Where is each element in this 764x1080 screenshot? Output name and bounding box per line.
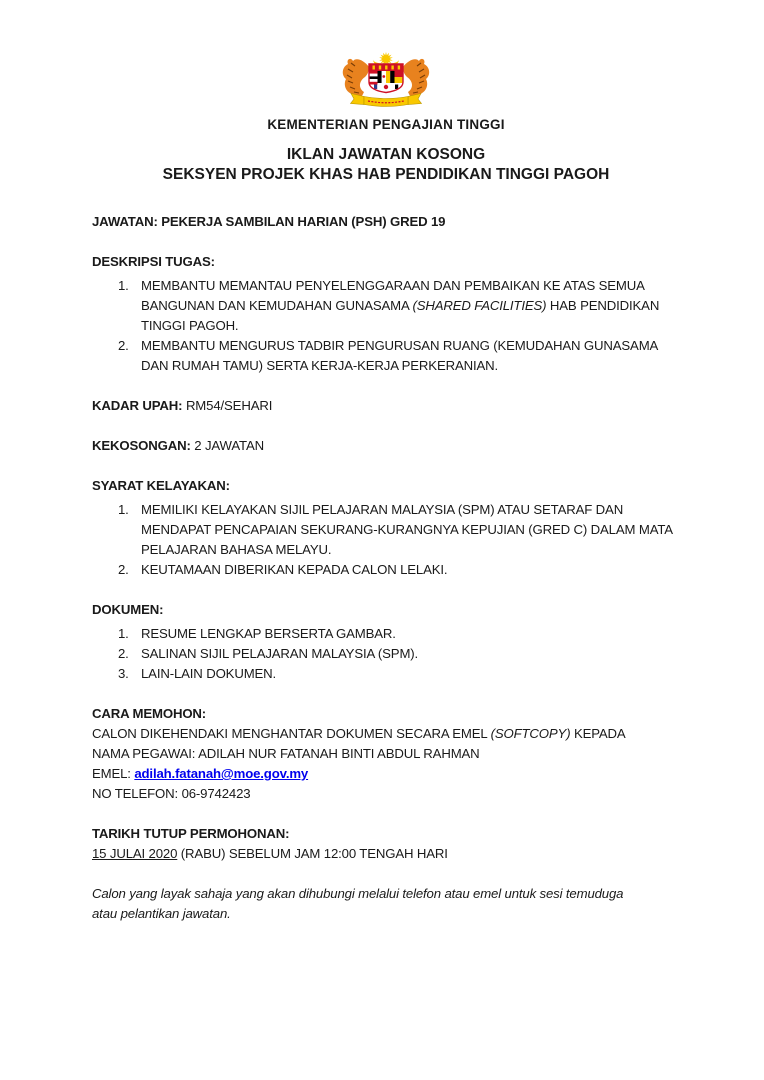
deskripsi-item2-line2: DAN RUMAH TAMU) SERTA KERJA-KERJA PERKERANIAN.	[141, 358, 499, 373]
cara-memohon-heading: CARA MEMOHON:	[92, 706, 207, 721]
list-item	[92, 336, 680, 376]
list-item-number: 2.	[118, 338, 129, 353]
deskripsi-item2-line1: MEMBANTU MENGURUS TADBIR PENGURUSAN RUANG (KEMUDAHAN GUNASAMA	[141, 338, 659, 353]
syarat-item1-line2: MENDAPAT PENCAPAIAN SEKURANG-KURANGNYA KEPUJIAN (GRED C) DALAM MATA	[141, 522, 673, 537]
italic-phrase-softcopy: (SOFTCOPY)	[490, 726, 571, 741]
list-item-number: 3.	[118, 666, 129, 681]
malaysia-coat-of-arms-logo	[338, 50, 434, 108]
document-header	[92, 0, 680, 185]
syarat-item2-line1: KEUTAMAAN DIBERIKAN KEPADA CALON LELAKI.	[141, 562, 448, 577]
ministry-name: KEMENTERIAN PENGAJIAN TINGGI	[267, 117, 505, 132]
footer-note	[92, 884, 680, 924]
footer-note-line1: Calon yang layak sahaja yang akan dihubungi melalui telefon atau emel untuk sesi temuduga	[92, 886, 624, 901]
tarikh-heading: TARIKH TUTUP PERMOHONAN:	[92, 826, 290, 841]
phone-label: NO TELEFON:	[92, 786, 182, 801]
jawatan-line	[92, 212, 680, 232]
syarat-heading: SYARAT KELAYAKAN:	[92, 478, 230, 493]
dokumen-item2: SALINAN SIJIL PELAJARAN MALAYSIA (SPM).	[141, 646, 419, 661]
list-item-number: 1.	[118, 502, 129, 517]
title-line-2: SEKSYEN PROJEK KHAS HAB PENDIDIKAN TINGGI PAGOH	[162, 166, 610, 183]
cara-memohon-line2: NAMA PEGAWAI: ADILAH NUR FATANAH BINTI ABDUL RAHMAN	[92, 746, 480, 761]
section-cara-memohon	[92, 704, 680, 804]
kadar-upah-value: RM54/SEHARI	[185, 398, 273, 413]
syarat-item1-line3: PELAJARAN BAHASA MELAYU.	[141, 542, 332, 557]
deskripsi-list	[92, 276, 680, 376]
email-link[interactable]: adilah.fatanah@moe.gov.my	[134, 766, 309, 781]
list-item	[92, 276, 680, 336]
list-item	[92, 664, 680, 684]
section-syarat-kelayakan	[92, 476, 680, 580]
list-item-number: 2.	[118, 562, 129, 577]
dokumen-item3: LAIN-LAIN DOKUMEN.	[141, 666, 277, 681]
tiger-right	[403, 59, 429, 96]
section-dokumen	[92, 600, 680, 684]
section-jawatan	[92, 212, 680, 232]
deskripsi-item1-line2: BANGUNAN DAN KEMUDAHAN GUNASAMA (SHARED FACILITIES) HAB PENDIDIKAN	[141, 298, 660, 313]
section-tarikh-tutup	[92, 824, 680, 864]
tarikh-line	[92, 844, 680, 864]
dokumen-item1: RESUME LENGKAP BERSERTA GAMBAR.	[141, 626, 396, 641]
kadar-upah-line	[92, 396, 680, 416]
jawatan-label: JAWATAN:	[92, 214, 162, 229]
dokumen-list	[92, 624, 680, 684]
deskripsi-heading: DESKRIPSI TUGAS:	[92, 254, 215, 269]
kekosongan-label: KEKOSONGAN:	[92, 438, 195, 453]
syarat-list	[92, 500, 680, 580]
jawatan-value: PEKERJA SAMBILAN HARIAN (PSH) GRED 19	[161, 214, 446, 229]
list-item	[92, 560, 680, 580]
document-title	[92, 145, 680, 185]
list-item-number: 1.	[118, 278, 129, 293]
cara-memohon-line1: CALON DIKEHENDAKI MENGHANTAR DOKUMEN SECARA EMEL (SOFTCOPY) KEPADA	[92, 726, 626, 741]
list-item	[92, 624, 680, 644]
title-line-1: IKLAN JAWATAN KOSONG	[286, 146, 486, 163]
footer-note-line2: atau pelantikan jawatan.	[92, 906, 231, 921]
syarat-item1-line1: MEMILIKI KELAYAKAN SIJIL PELAJARAN MALAYSIA (SPM) ATAU SETARAF DAN	[141, 502, 624, 517]
section-kekosongan	[92, 436, 680, 456]
tiger-left	[343, 59, 369, 96]
phone-value: 06-9742423	[181, 786, 251, 801]
list-item-number: 2.	[118, 646, 129, 661]
kekosongan-line	[92, 436, 680, 456]
section-deskripsi-tugas	[92, 252, 680, 376]
deskripsi-item1-line3: TINGGI PAGOH.	[141, 318, 239, 333]
phone-line	[92, 784, 680, 804]
email-label: EMEL:	[92, 766, 135, 781]
list-item	[92, 644, 680, 664]
dokumen-heading: DOKUMEN:	[92, 602, 164, 617]
email-line	[92, 764, 680, 784]
list-item	[92, 500, 680, 560]
kadar-upah-label: KADAR UPAH:	[92, 398, 186, 413]
closing-date: 15 JULAI 2020	[92, 846, 178, 861]
italic-phrase-shared-facilities: (SHARED FACILITIES)	[412, 298, 547, 313]
kekosongan-value: 2 JAWATAN	[194, 438, 264, 453]
deskripsi-item1-line1: MEMBANTU MEMANTAU PENYELENGGARAAN DAN PEMBAIKAN KE ATAS SEMUA	[141, 278, 645, 293]
closing-date-detail: (RABU) SEBELUM JAM 12:00 TENGAH HARI	[177, 846, 448, 861]
section-kadar-upah	[92, 396, 680, 416]
list-item-number: 1.	[118, 626, 129, 641]
